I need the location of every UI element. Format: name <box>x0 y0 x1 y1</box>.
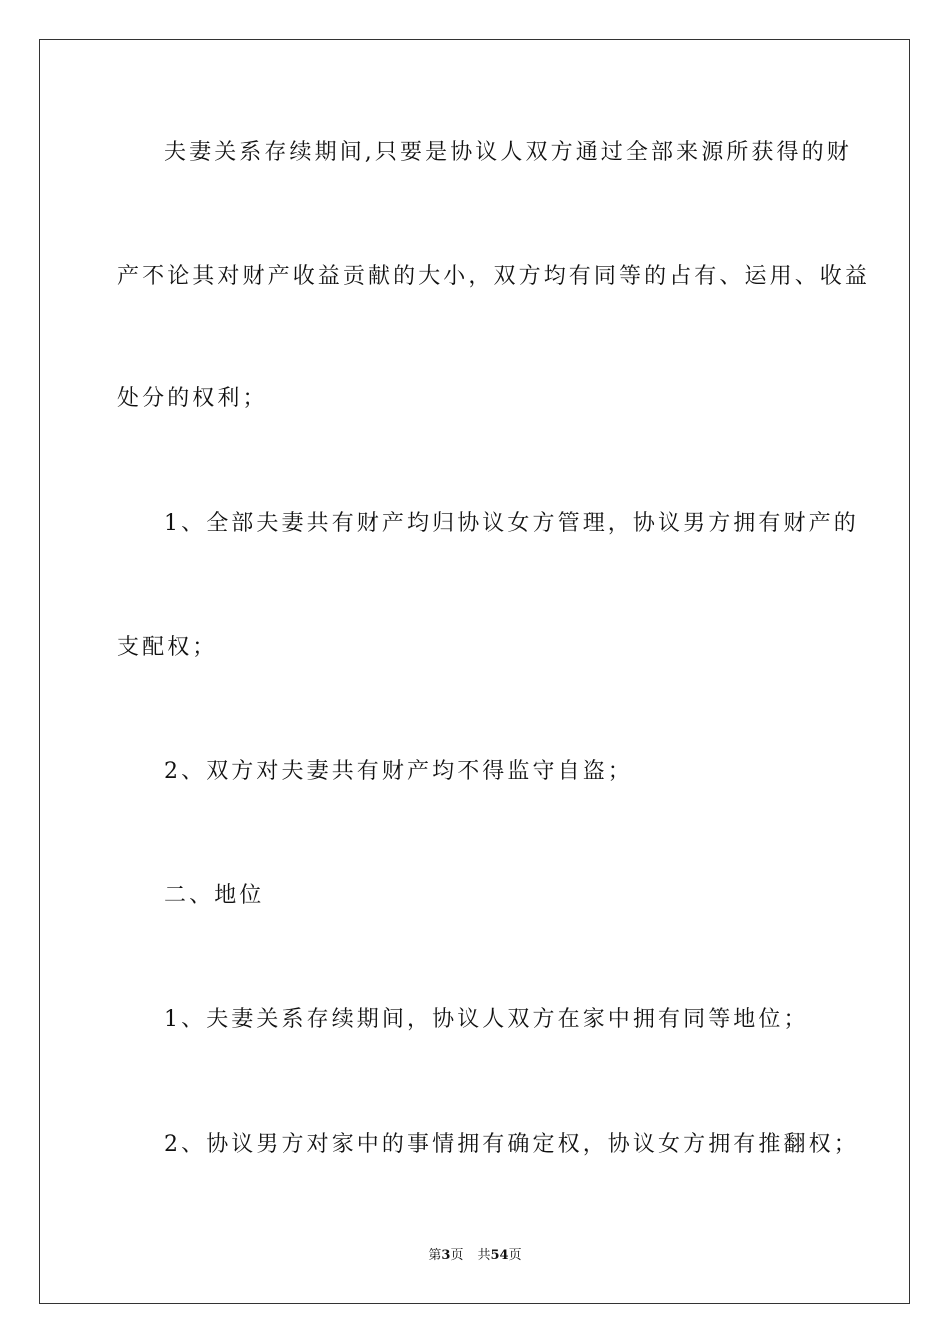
paragraph-line-2: 产不论其对财产收益贡献的大小，双方均有同等的占有、运用、收益 <box>117 264 871 289</box>
paragraph-line-3: 处分的权利； <box>117 386 268 411</box>
footer-total-prefix: 共 <box>477 1248 491 1263</box>
paragraph-line-6: 2、双方对夫妻共有财产均不得监守自盗； <box>164 759 633 784</box>
footer-page-number: 3 <box>441 1248 451 1263</box>
paragraph-line-1: 夫妻关系存续期间,只要是协议人双方通过全部来源所获得的财 <box>164 140 852 165</box>
footer-page-suffix: 页 <box>450 1248 464 1263</box>
paragraph-line-4: 1、全部夫妻共有财产均归协议女方管理，协议男方拥有财产的 <box>164 511 859 536</box>
footer-total-pages: 54 <box>490 1248 509 1263</box>
footer-page-prefix: 第 <box>428 1248 442 1263</box>
section-heading: 二、地位 <box>164 883 265 908</box>
page-border <box>39 39 910 1304</box>
footer-total-suffix: 页 <box>508 1248 522 1263</box>
page-footer <box>0 1247 950 1265</box>
paragraph-line-9: 2、协议男方对家中的事情拥有确定权，协议女方拥有推翻权； <box>164 1132 859 1157</box>
paragraph-line-5: 支配权； <box>117 635 218 660</box>
paragraph-line-8: 1、夫妻关系存续期间，协议人双方在家中拥有同等地位； <box>164 1007 809 1032</box>
